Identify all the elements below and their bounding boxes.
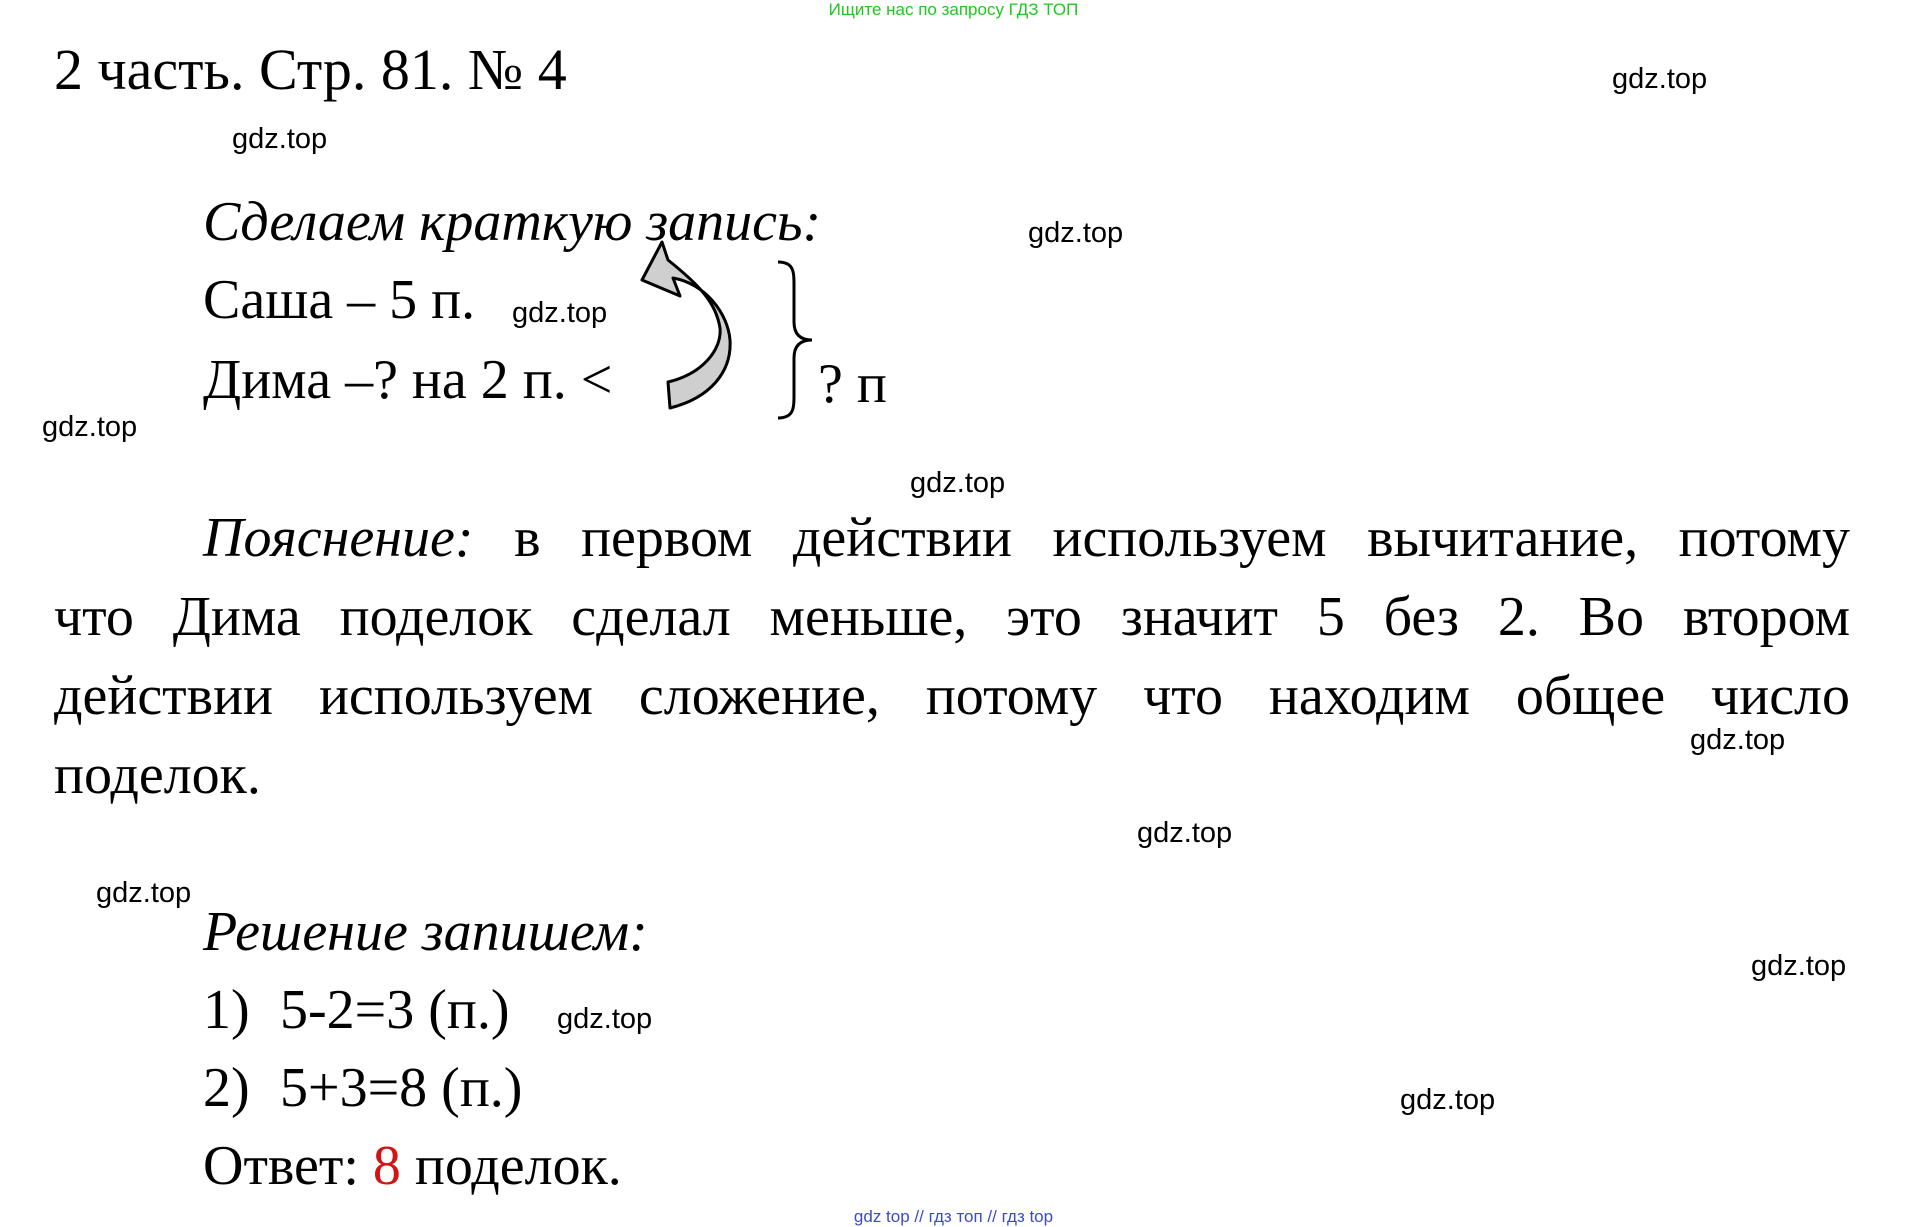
explanation-line-3: действии используем сложение, потому что находим общее число xyxy=(54,665,1850,727)
solution-step-2-number: 2) xyxy=(203,1057,250,1119)
curved-arrow-icon xyxy=(640,232,750,422)
watermark: gdz.top xyxy=(1690,724,1786,756)
solution-step-1-number: 1) xyxy=(203,979,250,1041)
brace-label: ? п xyxy=(818,353,887,415)
watermark: gdz.top xyxy=(910,467,1006,499)
watermark: gdz.top xyxy=(1751,950,1847,982)
watermark: gdz.top xyxy=(96,877,192,909)
solution-step-1: 5-2=3 (п.) xyxy=(280,979,510,1041)
answer-line xyxy=(203,1134,622,1198)
solution-title: Решение запишем: xyxy=(203,901,648,963)
explanation-line-2: что Дима поделок сделал меньше, это значит 5 без 2. Во втором xyxy=(54,586,1850,648)
watermark: gdz.top xyxy=(1028,217,1124,249)
explanation-line-1 xyxy=(54,507,1850,569)
footer: gdz top // гдз топ // гдз top xyxy=(853,1207,1054,1226)
watermark: gdz.top xyxy=(512,297,608,329)
watermark: gdz.top xyxy=(1400,1084,1496,1116)
top-banner: Ищите нас по запросу ГДЗ ТОП xyxy=(828,0,1079,19)
right-brace-icon xyxy=(772,258,818,422)
short-record-title: Сделаем краткую запись: xyxy=(203,191,822,253)
watermark: gdz.top xyxy=(232,123,328,155)
short-record-line-dima: Дима –? на 2 п. < xyxy=(203,349,613,411)
answer-unit: поделок. xyxy=(414,1135,622,1197)
explanation-label: Пояснение: xyxy=(203,507,474,569)
watermark: gdz.top xyxy=(557,1003,653,1035)
answer-label: Ответ: xyxy=(203,1135,359,1197)
answer-value: 8 xyxy=(372,1135,401,1197)
solution-step-2: 5+3=8 (п.) xyxy=(280,1057,523,1119)
explanation-line-4: поделок. xyxy=(54,744,261,806)
watermark: gdz.top xyxy=(42,411,138,443)
page-title: 2 часть. Стр. 81. № 4 xyxy=(54,37,567,102)
short-record-line-sasha: Саша – 5 п. xyxy=(203,269,476,331)
watermark: gdz.top xyxy=(1137,817,1233,849)
watermark: gdz.top xyxy=(1612,63,1708,95)
explanation-text-1: в первом действии используем вычитание, потому xyxy=(514,507,1850,569)
